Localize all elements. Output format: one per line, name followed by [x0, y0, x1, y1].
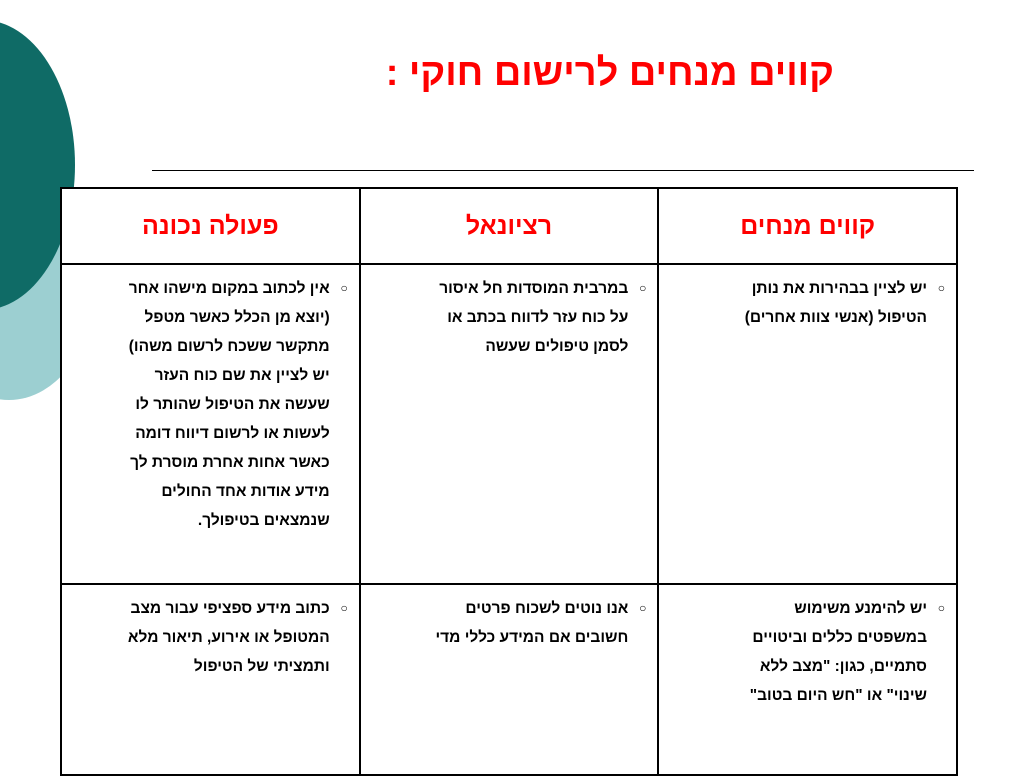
table-cell — [61, 584, 360, 775]
circle-bullet-icon: ○ — [639, 601, 647, 615]
cell-line: חשובים אם המידע כללי מדי — [435, 629, 629, 646]
cell-line: במשפטים כללים וביטויים — [752, 629, 927, 646]
cell-line: ותמציתי של הטיפול — [193, 658, 330, 675]
table-cell — [658, 584, 957, 775]
cell-line: לסמן טיפולים שעשה — [485, 338, 629, 355]
table-header-row — [61, 188, 957, 264]
cell-line: המטופל או אירוע, תיאור מלא — [127, 629, 330, 646]
table-row — [61, 584, 957, 775]
cell-line: אין לכתוב במקום מישהו אחר — [128, 280, 330, 297]
header-correct-action: פעולה נכונה — [61, 188, 360, 264]
header-guidelines: קווים מנחים — [658, 188, 957, 264]
cell-line: הטיפול (אנשי צוות אחרים) — [744, 309, 927, 326]
circle-bullet-icon: ○ — [340, 281, 348, 295]
circle-bullet-icon: ○ — [937, 601, 945, 615]
table-cell — [360, 584, 659, 775]
cell-line: סתמיים, כגון: "מצב ללא — [759, 658, 927, 675]
cell-line: שעשה את הטיפול שהותר לו — [135, 396, 330, 413]
cell-line: אנו נוטים לשכוח פרטים — [465, 600, 629, 617]
cell-line: שנמצאים בטיפולך. — [197, 512, 330, 529]
cell-line: כתוב מידע ספציפי עבור מצב — [130, 600, 330, 617]
cell-line: במרבית המוסדות חל איסור — [439, 280, 629, 297]
cell-line: שינוי" או "חש היום בטוב" — [749, 687, 927, 704]
cell-line: לעשות או לרשום דיווח דומה — [135, 425, 330, 442]
cell-line: כאשר אחות אחרת מוסרת לך — [130, 454, 330, 471]
cell-line: מתקשר ששכח לרשום משהו) — [128, 338, 330, 355]
table-cell — [658, 264, 957, 584]
guidelines-table — [60, 187, 958, 776]
table-cell — [61, 264, 360, 584]
title-divider — [152, 170, 974, 171]
circle-bullet-icon: ○ — [639, 281, 647, 295]
cell-line: (יוצא מן הכלל כאשר מטפל — [144, 309, 330, 326]
circle-bullet-icon: ○ — [340, 601, 348, 615]
circle-bullet-icon: ○ — [937, 281, 945, 295]
cell-line: יש להימנע משימוש — [794, 600, 927, 617]
slide-title: קווים מנחים לרישום חוקי : — [385, 52, 834, 94]
header-rationale: רציונאל — [360, 188, 659, 264]
cell-line: יש לציין בבהירות את נותן — [751, 280, 927, 297]
table-cell — [360, 264, 659, 584]
cell-line: על כוח עזר לדווח בכתב או — [447, 309, 629, 326]
table-row — [61, 264, 957, 584]
cell-line: מידע אודות אחד החולים — [161, 483, 330, 500]
cell-line: יש לציין את שם כוח העזר — [154, 367, 330, 384]
